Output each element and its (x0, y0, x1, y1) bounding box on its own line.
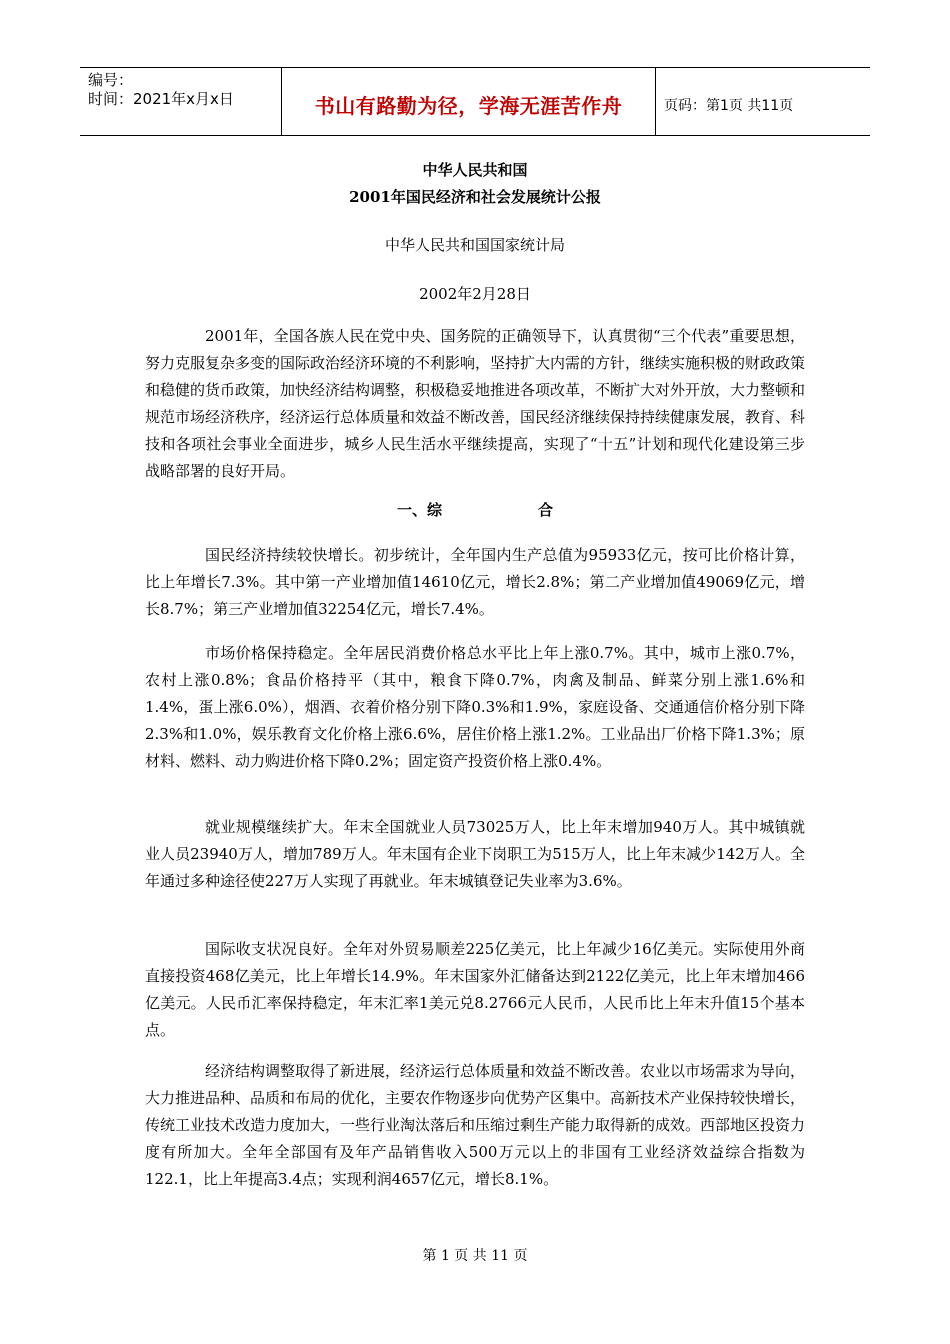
motto-text: 书山有路勤为径，学海无涯苦作舟 (314, 94, 623, 118)
section-heading-part2: 合 (538, 501, 554, 519)
page-footer: 第 1 页 共 11 页 (422, 1248, 528, 1264)
doc-date: 2002年2月28日 (419, 285, 531, 303)
doc-title-line2: 2001年国民经济和社会发展统计公报 (349, 188, 601, 206)
header-motto-cell (282, 68, 656, 135)
paragraph-structure: 经济结构调整取得了新进展，经济运行总体质量和效益不断改善。农业以市场需求为导向，大力推进品种、品质和布局的优化，主要农作物逐步向优势产区集中。高新技术产业保持较快增长，传统工业技术改造力度加大，一些行业淘汰落后和压缩过剩生产能力取得新的成效。西部地区投资力度有所加大。全年全部国有及年产品销售收入500万元以上的非国有工业经济效益综合指数为122.1，比上年提高3.4点；实现利润4657亿元，增长8.1%。 (145, 1062, 806, 1188)
doc-issuer: 中华人民共和国国家统计局 (384, 236, 565, 254)
paragraph-employment: 就业规模继续扩大。年末全国就业人员73025万人，比上年末增加940万人。其中城镇就业人员23940万人，增加789万人。年末国有企业下岗职工为515万人，比上年末减少142万人。全年通过多种途径使227万人实现了再就业。年末城镇登记失业率为3.6%。 (145, 818, 805, 890)
section-heading-1 (145, 500, 805, 520)
paragraph-balance-of-payments: 国际收支状况良好。全年对外贸易顺差225亿美元，比上年减少16亿美元。实际使用外商直接投资468亿美元，比上年增长14.9%。年末国家外汇储备达到2122亿美元，比上年末增加466亿美元。人民币汇率保持稳定，年末汇率1美元兑8.2766元人民币，人民币比上年末升值15个基本点。 (145, 940, 805, 1039)
header-page-cell (656, 68, 870, 135)
header-meta-cell (80, 68, 282, 135)
section-heading-part1: 一、综 (396, 501, 442, 519)
page-header (80, 67, 870, 136)
page-info: 页码：第1页 共11页 (664, 97, 794, 114)
paragraph-prices: 市场价格保持稳定。全年居民消费价格总水平比上年上涨0.7%。其中，城市上涨0.7%，农村上涨0.8%；食品价格持平（其中，粮食下降0.7%，肉禽及制品、鲜菜分别上涨1.6%和1.4%，蛋上涨6.0%），烟酒、衣着价格分别下降0.3%和1.9%，家庭设备、交通通信价格分别下降2.3%和1.0%，娱乐教育文化价格上涨6.6%，居住价格上涨1.2%。工业品出厂价格下降1.3%；原材料、燃料、动力购进价格下降0.2%；固定资产投资价格上涨0.4%。 (145, 644, 805, 770)
paragraph-gdp: 国民经济持续较快增长。初步统计，全年国内生产总值为95933亿元，按可比价格计算，比上年增长7.3%。其中第一产业增加值14610亿元，增长2.8%；第二产业增加值49069亿元，增长8.7%；第三产业增加值32254亿元，增长7.4%。 (145, 546, 805, 618)
serial-label: 编号： (88, 71, 134, 89)
time-label: 时间：2021年x月x日 (88, 90, 234, 108)
intro-paragraph: 2001年，全国各族人民在党中央、国务院的正确领导下，认真贯彻“三个代表”重要思想，努力克服复杂多变的国际政治经济环境的不利影响，坚持扩大内需的方针，继续实施积极的财政政策和稳健的货币政策，加快经济结构调整，积极稳妥地推进各项改革，不断扩大对外开放，大力整顿和规范市场经济秩序，经济运行总体质量和效益不断改善，国民经济继续保持持续健康发展，教育、科技和各项社会事业全面进步，城乡人民生活水平继续提高，实现了“十五”计划和现代化建设第三步战略部署的良好开局。 (145, 327, 806, 480)
doc-title-line1: 中华人民共和国 (422, 161, 528, 179)
